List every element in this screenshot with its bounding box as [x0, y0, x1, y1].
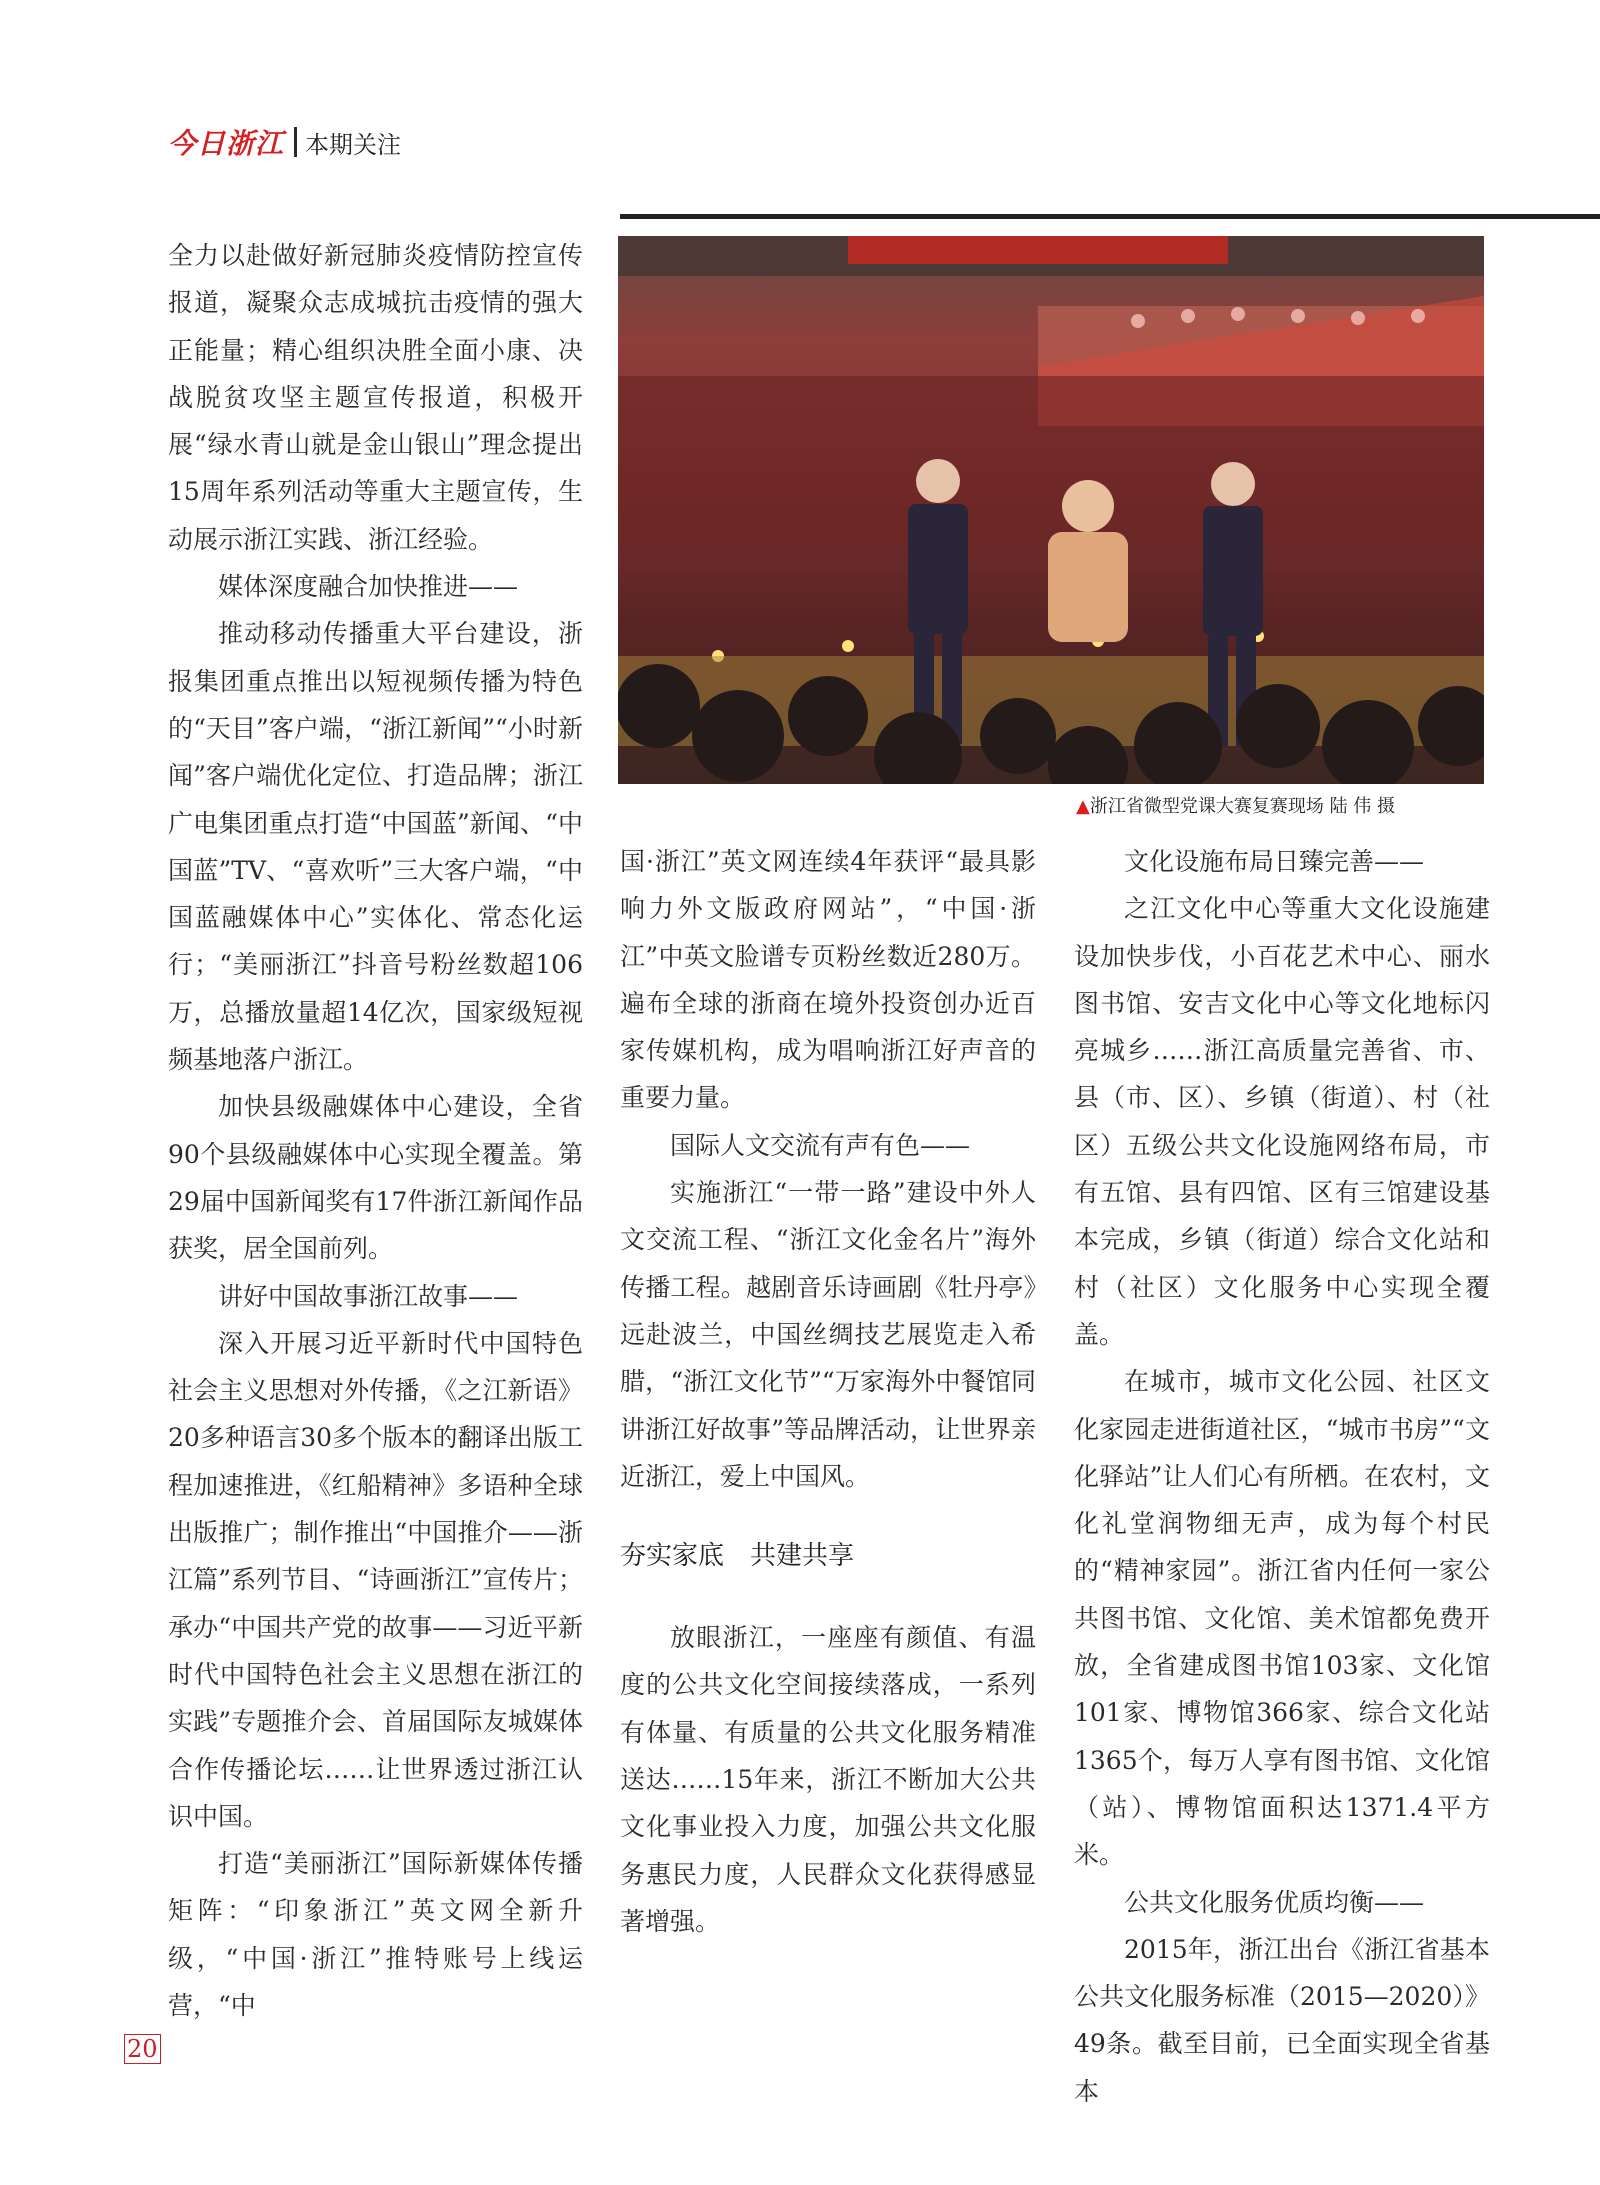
event-photo: [618, 236, 1484, 784]
subheading: 媒体深度融合加快推进——: [218, 572, 519, 602]
subheading: 公共文化服务优质均衡——: [1124, 1887, 1425, 1917]
paragraph: 之江文化中心等重大文化设施建设加快步伐，小百花艺术中心、丽水图书馆、安吉文化中心等文化地标闪亮城乡……浙江高质量完善省、市、县（市、区）、乡镇（街道）、村（社区）五级公共文化设施网络布局，市有五馆、县有四馆、区有三馆建设基本完成，乡镇（街道）综合文化站和村（社区）文化服务中心实现全覆盖。: [1074, 894, 1490, 1349]
photo-caption: [1076, 792, 1395, 818]
subheading: 国际人文交流有声有色——: [670, 1130, 971, 1160]
caption-text: 浙江省微型党课大赛复赛现场 陆 伟 摄: [1089, 796, 1396, 817]
section-heading: 夯实家底 共建共享: [620, 1541, 855, 1572]
paragraph: 全力以赴做好新冠肺炎疫情防控宣传报道，凝聚众志成城抗击疫情的强大正能量；精心组织决胜全面小康、决战脱贫攻坚主题宣传报道，积极开展“绿水青山就是金山银山”理念提出15周年系列活动等重大主题宣传，生动展示浙江实践、浙江经验。: [168, 241, 583, 554]
header-divider: [294, 127, 297, 157]
magazine-logo: 今日浙江: [168, 127, 285, 160]
column-3: [1074, 838, 1490, 2115]
paragraph: 打造“美丽浙江”国际新媒体传播矩阵：“印象浙江”英文网全新升级，“中国·浙江”推特账号上线运营，“中: [168, 1849, 583, 2020]
subheading: 讲好中国故事浙江故事——: [218, 1281, 519, 1311]
page-header: [168, 122, 401, 162]
column-2: [620, 838, 1036, 1945]
paragraph: 加快县级融媒体中心建设，全省90个县级融媒体中心实现全覆盖。第29届中国新闻奖有17件浙江新闻作品获奖，居全国前列。: [168, 1092, 583, 1264]
subheading: 文化设施布局日臻完善——: [1124, 847, 1425, 876]
column-1: [168, 232, 583, 2029]
paragraph: 在城市，城市文化公园、社区文化家园走进街道社区，“城市书房”“文化驿站”让人们心有所栖。在农村，文化礼堂润物细无声，成为每个村民的“精神家园”。浙江省内任何一家公共图书馆、文化馆、美术馆都免费开放，全省建成图书馆103家、文化馆101家、博物馆366家、综合文化站1365个，每万人享有图书馆、文化馆（站）、博物馆面积达1371.4平方米。: [1074, 1367, 1490, 1870]
paragraph: 推动移动传播重大平台建设，浙报集团重点推出以短视频传播为特色的“天目”客户端，“浙江新闻”“小时新闻”客户端优化定位、打造品牌；浙江广电集团重点打造“中国蓝”新闻、“中国蓝”TV、“喜欢听”三大客户端，“中国蓝融媒体中心”实体化、常态化运行；“美丽浙江”抖音号粉丝数超106万，总播放量超14亿次，国家级短视频基地落户浙江。: [168, 619, 583, 1075]
paragraph: 深入开展习近平新时代中国特色社会主义思想对外传播，《之江新语》20多种语言30多个版本的翻译出版工程加速推进，《红船精神》多语种全球出版推广；制作推出“中国推介——浙江篇”系列节目、“诗画浙江”宣传片；承办“中国共产党的故事——习近平新时代中国特色社会主义思想在浙江的实践”专题推介会、首届国际友城媒体合作传播论坛……让世界透过浙江认识中国。: [168, 1328, 583, 1831]
paragraph: 实施浙江“一带一路”建设中外人文交流工程、“浙江文化金名片”海外传播工程。越剧音乐诗画剧《牡丹亭》远赴波兰，中国丝绸技艺展览走入希腊，“浙江文化节”“万家海外中餐馆同讲浙江好故事”等品牌活动，让世界亲近浙江，爱上中国风。: [620, 1178, 1036, 1491]
paragraph: 2015年，浙江出台《浙江省基本公共文化服务标准（2015—2020）》49条。截至目前，已全面实现全省基本: [1074, 1934, 1490, 2106]
paragraph: 国·浙江”英文网连续4年获评“最具影响力外文版政府网站”，“中国·浙江”中英文脸谱专页粉丝数近280万。遍布全球的浙商在境外投资创办近百家传媒机构，成为唱响浙江好声音的重要力量。: [620, 847, 1036, 1113]
caption-triangle-icon: ▲: [1076, 796, 1090, 817]
section-name: 本期关注: [305, 130, 402, 159]
event-photo-illustration: [618, 236, 1484, 784]
page-number: 20: [124, 2034, 161, 2064]
paragraph: 放眼浙江，一座座有颜值、有温度的公共文化空间接续落成，一系列有体量、有质量的公共文化服务精准送达……15年来，浙江不断加大公共文化事业投入力度，加强公共文化服务惠民力度，人民群众文化获得感显著增强。: [620, 1623, 1036, 1936]
top-rule: [620, 214, 1600, 219]
